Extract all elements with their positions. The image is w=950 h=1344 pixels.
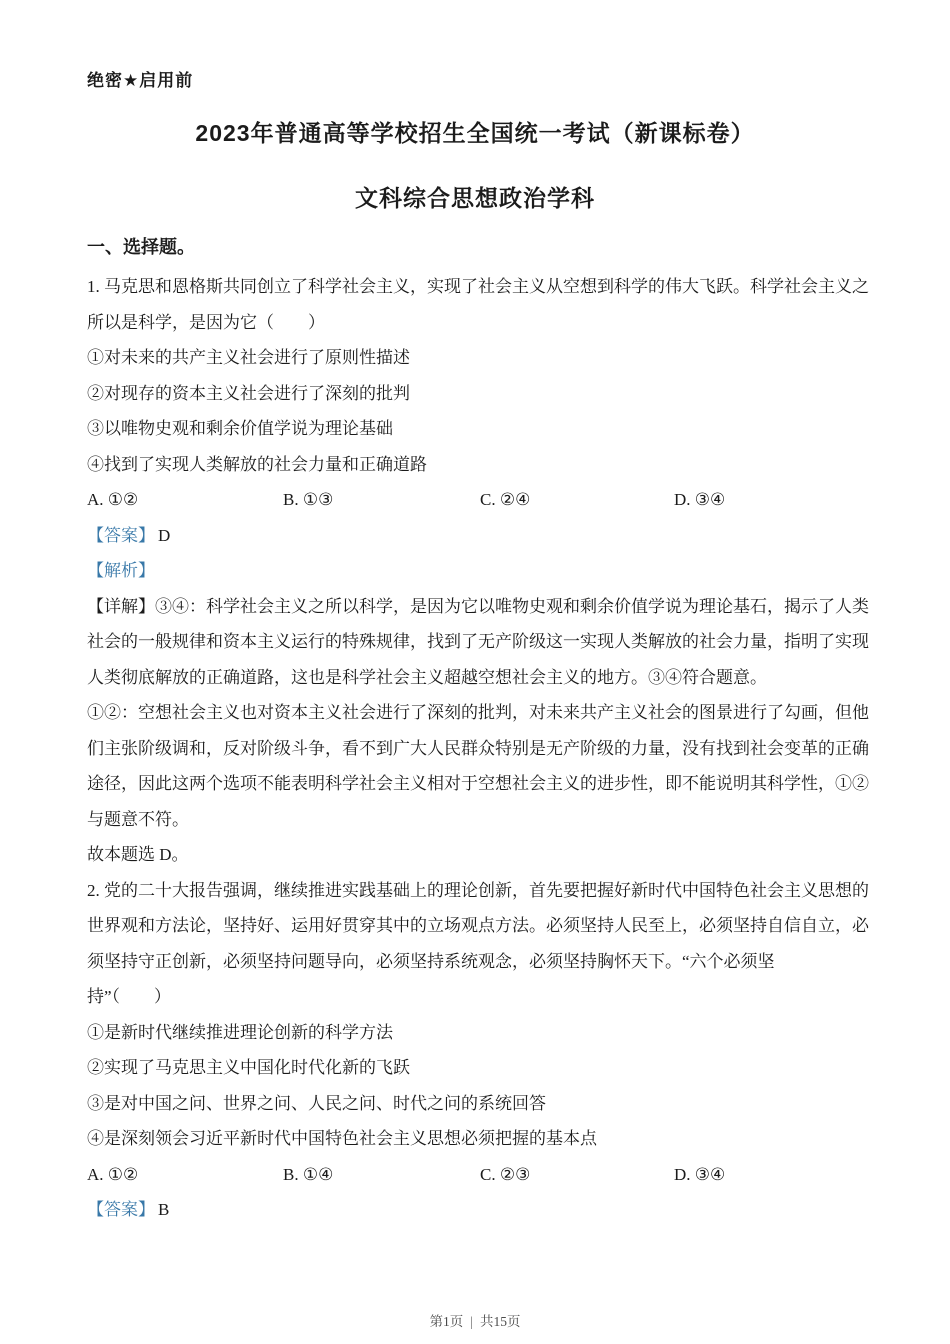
q1-detail-line-7: 与题意不符。 [87,809,189,829]
q1-detail-line-3: 人类彻底解放的正确道路，这也是科学社会主义超越空想社会主义的地方。③④符合题意。 [87,667,767,687]
q1-detail-line-6: 途径，因此这两个选项不能表明科学社会主义相对于空想社会主义的进步性，即不能说明其科学性，①② [87,774,869,793]
q1-item-1: ①对未来的共产主义社会进行了原则性描述 [87,348,410,367]
q1-item-2: ②对现存的资本主义社会进行了深刻的批判 [87,383,410,403]
q2-option-d: D. ③④ [674,1164,726,1184]
document-body [87,269,867,1228]
q1-stem-line-1: 1. 马克思和恩格斯共同创立了科学社会主义，实现了社会主义从空想到科学的伟大飞跃。科学社会主义之 [87,277,869,296]
q2-answer-line [87,1192,867,1228]
page-footer [0,1313,950,1332]
question-2 [87,873,867,1228]
q1-item-4: ④找到了实现人类解放的社会力量和正确道路 [87,454,427,474]
exam-subject: 文科综合思想政治学科 [355,185,595,211]
q2-option-c: C. ②③ [480,1164,531,1184]
q2-option-a: A. ①② [87,1164,139,1184]
q2-options-row [87,1157,867,1193]
q2-item-2: ②实现了马克思主义中国化时代化新的飞跃 [87,1058,410,1077]
q1-option-a: A. ①② [87,490,139,509]
section-heading: 一、选择题。 [87,237,195,257]
q2-item-3: ③是对中国之问、世界之问、人民之问、时代之问的系统回答 [87,1093,546,1113]
q1-detail-line-1: 【详解】③④：科学社会主义之所以科学，是因为它以唯物史观和剩余价值学说为理论基石，揭示了人类 [87,596,869,616]
q2-option-b: B. ①④ [283,1164,334,1184]
question-1 [87,269,867,873]
q1-option-b: B. ①③ [283,490,334,509]
q1-conclusion-line: 故本题选 D。 [87,845,189,864]
q1-answer-value: D [158,525,171,545]
q2-stem-line-2: 世界观和方法论，坚持好、运用好贯穿其中的立场观点方法。必须坚持人民至上，必须坚持自信自立，必 [87,916,869,935]
security-classification: 绝密★启用前 [87,71,194,90]
footer-page-number: 第1页 [429,1314,464,1329]
q2-item-1: ①是新时代继续推进理论创新的科学方法 [87,1022,393,1042]
q1-stem-line-2: 所以是科学，是因为它（ ） [87,312,325,332]
q1-answer-label: 【答案】 [87,525,155,545]
q1-answer-line [87,518,867,554]
q1-analysis-line [87,553,867,589]
exam-title: 2023年普通高等学校招生全国统一考试（新课标卷） [195,120,755,146]
q1-option-c: C. ②④ [480,490,531,509]
q2-stem-line-4: 持”（ ） [87,987,172,1006]
q1-detail-line-2: 社会的一般规律和资本主义运行的特殊规律，找到了无产阶级这一实现人类解放的社会力量，指明了实现 [87,632,869,651]
q2-stem-line-1: 2. 党的二十大报告强调，继续推进实践基础上的理论创新，首先要把握好新时代中国特色社会主义思想的 [87,880,869,900]
q2-item-4: ④是深刻领会习近平新时代中国特色社会主义思想必须把握的基本点 [87,1129,597,1148]
q1-options-row [87,482,867,518]
q2-stem-line-3: 须坚持守正创新，必须坚持问题导向，必须坚持系统观念，必须坚持胸怀天下。“六个必须坚 [87,951,775,971]
q1-detail-line-4: ①②：空想社会主义也对资本主义社会进行了深刻的批判，对未来共产主义社会的图景进行了勾画，但他 [87,703,869,722]
q2-answer-label: 【答案】 [87,1200,155,1219]
q1-analysis-label: 【解析】 [87,561,155,580]
q1-option-d: D. ③④ [674,490,726,509]
footer-page-total: 共15页 [479,1314,521,1329]
q1-detail-line-5: 们主张阶级调和，反对阶级斗争，看不到广大人民群众特别是无产阶级的力量，没有找到社会变革的正确 [87,738,869,758]
q2-answer-value: B [158,1200,170,1219]
q1-item-3: ③以唯物史观和剩余价值学说为理论基础 [87,419,393,438]
footer-separator: | [470,1314,473,1329]
